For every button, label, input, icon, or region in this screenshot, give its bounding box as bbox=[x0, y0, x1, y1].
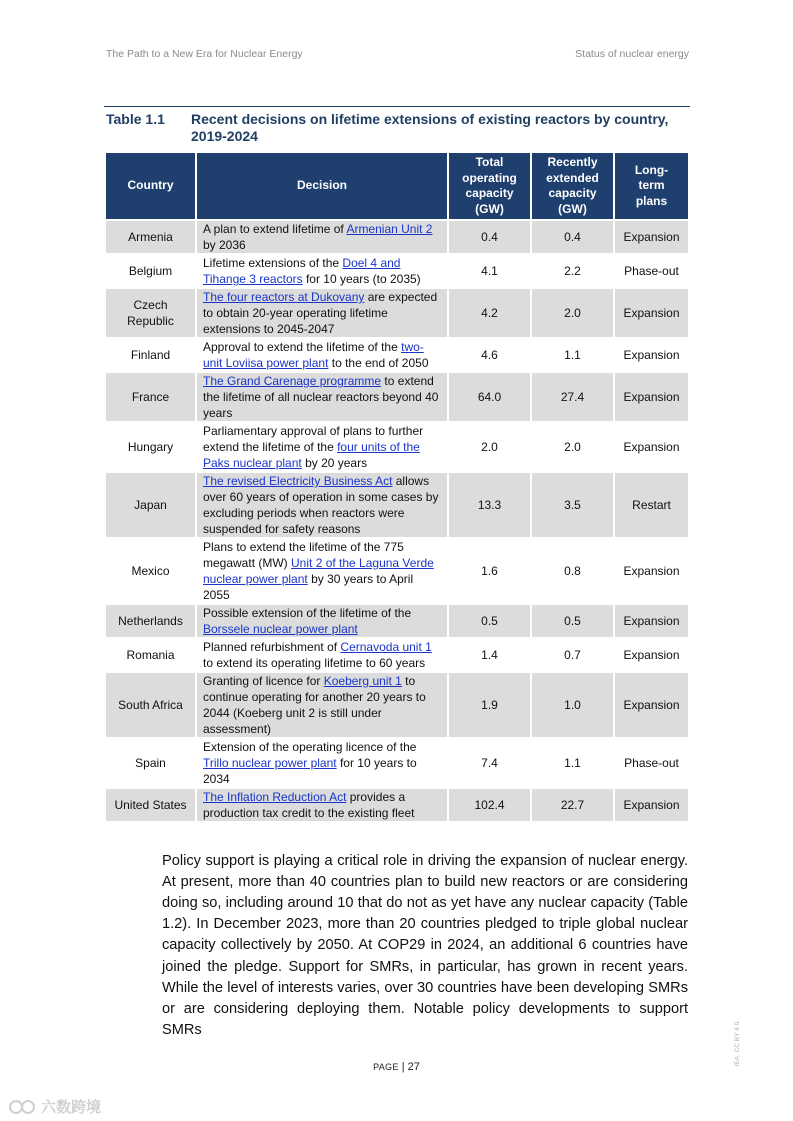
table-row bbox=[106, 421, 688, 471]
decision-cell: Parliamentary approval of plans to further extend the lifetime of the four units of the Paks nuclear plant by 20 years bbox=[197, 421, 449, 471]
decision-cell: Extension of the operating licence of the Trillo nuclear power plant for 10 years to 2034 bbox=[197, 737, 449, 787]
extended-capacity-cell: 2.2 bbox=[532, 253, 615, 287]
extended-capacity-cell: 0.8 bbox=[532, 537, 615, 603]
extended-capacity-cell: 22.7 bbox=[532, 787, 615, 821]
total-capacity-cell: 4.6 bbox=[449, 337, 532, 371]
decision-link[interactable]: The Inflation Reduction Act bbox=[203, 790, 347, 804]
running-header-title: The Path to a New Era for Nuclear Energy bbox=[106, 48, 303, 60]
body-paragraph: Policy support is playing a critical role in driving the expansion of nuclear energy. At present, more than 40 countries plan to build new reactors or are considering doing so, including around 10 that do not as yet have any nuclear capacity (Table 1.2). In December 2023, more than 20 countries pledged to triple global nuclear capacity collectively by 2050. At COP29 in 2024, an additional 6 countries have joined the pledge. Support for SMRs, in particular, has grown in recent years. While the level of interests varies, over 30 countries have been developing SMRs or are considering deploying them. Notable policy developments to support SMRs bbox=[162, 852, 688, 1039]
decision-link[interactable]: Cernavoda unit 1 bbox=[340, 640, 432, 654]
header-total-capacity: Total operating capacity (GW) bbox=[449, 153, 532, 219]
decision-link[interactable]: Trillo nuclear power plant bbox=[203, 756, 337, 770]
decision-cell: The revised Electricity Business Act allows over 60 years of operation in some cases by excluding periods when reactors were suspended for safety reasons bbox=[197, 471, 449, 537]
table-row bbox=[106, 537, 688, 603]
country-cell: Japan bbox=[106, 471, 197, 537]
country-cell: Spain bbox=[106, 737, 197, 787]
total-capacity-cell: 1.4 bbox=[449, 637, 532, 671]
country-cell: Hungary bbox=[106, 421, 197, 471]
decision-cell: Granting of licence for Koeberg unit 1 to continue operating for another 20 years to 2044 (Koeberg unit 2 is still under assessment) bbox=[197, 671, 449, 737]
decision-cell: Lifetime extensions of the Doel 4 and Tihange 3 reactors for 10 years (to 2035) bbox=[197, 253, 449, 287]
table-title: Recent decisions on lifetime extensions of existing reactors by country, 2019-2024 bbox=[191, 111, 669, 144]
decision-link[interactable]: Borssele nuclear power plant bbox=[203, 622, 358, 636]
total-capacity-cell: 4.1 bbox=[449, 253, 532, 287]
total-capacity-cell: 0.5 bbox=[449, 603, 532, 637]
table-row bbox=[106, 603, 688, 637]
decision-cell: The four reactors at Dukovany are expected to obtain 20-year operating lifetime extensions to 2045-2047 bbox=[197, 287, 449, 337]
table-row bbox=[106, 787, 688, 821]
country-cell: Czech Republic bbox=[106, 287, 197, 337]
country-cell: Armenia bbox=[106, 219, 197, 253]
watermark-text: 六数跨境 bbox=[41, 1099, 102, 1116]
plan-cell: Expansion bbox=[615, 371, 688, 421]
decision-cell: The Grand Carenage programme to extend the lifetime of all nuclear reactors beyond 40 years bbox=[197, 371, 449, 421]
total-capacity-cell: 4.2 bbox=[449, 287, 532, 337]
country-cell: Finland bbox=[106, 337, 197, 371]
table-row bbox=[106, 253, 688, 287]
plan-cell: Expansion bbox=[615, 603, 688, 637]
plan-cell: Expansion bbox=[615, 421, 688, 471]
page-label: PAGE bbox=[373, 1062, 399, 1072]
lifetime-extensions-table bbox=[106, 153, 688, 821]
extended-capacity-cell: 1.1 bbox=[532, 337, 615, 371]
decision-link[interactable]: two-unit Loviisa power plant bbox=[203, 340, 424, 370]
plan-cell: Expansion bbox=[615, 219, 688, 253]
total-capacity-cell: 64.0 bbox=[449, 371, 532, 421]
plan-cell: Expansion bbox=[615, 537, 688, 603]
watermark-logo-icon bbox=[8, 1097, 38, 1117]
header-long-term-plans: Long- term plans bbox=[615, 153, 688, 219]
extended-capacity-cell: 0.4 bbox=[532, 219, 615, 253]
extended-capacity-cell: 3.5 bbox=[532, 471, 615, 537]
table-number: Table 1.1 bbox=[106, 111, 165, 127]
plan-cell: Phase-out bbox=[615, 737, 688, 787]
country-cell: Romania bbox=[106, 637, 197, 671]
total-capacity-cell: 1.6 bbox=[449, 537, 532, 603]
extended-capacity-cell: 1.1 bbox=[532, 737, 615, 787]
extended-capacity-cell: 2.0 bbox=[532, 287, 615, 337]
extended-capacity-cell: 0.7 bbox=[532, 637, 615, 671]
decision-link[interactable]: four units of the Paks nuclear plant bbox=[203, 440, 420, 470]
decision-link[interactable]: The Grand Carenage programme bbox=[203, 374, 382, 388]
decision-cell: The Inflation Reduction Act provides a production tax credit to the existing fleet bbox=[197, 787, 449, 821]
total-capacity-cell: 1.9 bbox=[449, 671, 532, 737]
header-country: Country bbox=[106, 153, 197, 219]
extended-capacity-cell: 0.5 bbox=[532, 603, 615, 637]
table-header-row bbox=[106, 153, 688, 219]
decision-link[interactable]: Armenian Unit 2 bbox=[346, 222, 433, 236]
table-row bbox=[106, 737, 688, 787]
table-top-rule bbox=[104, 106, 690, 107]
decision-cell: Plans to extend the lifetime of the 775 megawatt (MW) Unit 2 of the Laguna Verde nuclear power plant by 30 years to April 2055 bbox=[197, 537, 449, 603]
table-row bbox=[106, 671, 688, 737]
extended-capacity-cell: 1.0 bbox=[532, 671, 615, 737]
decision-cell: A plan to extend lifetime of Armenian Unit 2 by 2036 bbox=[197, 219, 449, 253]
country-cell: United States bbox=[106, 787, 197, 821]
country-cell: Belgium bbox=[106, 253, 197, 287]
decision-cell: Approval to extend the lifetime of the two-unit Loviisa power plant to the end of 2050 bbox=[197, 337, 449, 371]
decision-link[interactable]: The revised Electricity Business Act bbox=[203, 474, 393, 488]
total-capacity-cell: 2.0 bbox=[449, 421, 532, 471]
license-note: IEA. CC BY 4.0. bbox=[734, 1020, 741, 1067]
decision-cell: Possible extension of the lifetime of the Borssele nuclear power plant bbox=[197, 603, 449, 637]
plan-cell: Expansion bbox=[615, 637, 688, 671]
total-capacity-cell: 7.4 bbox=[449, 737, 532, 787]
extended-capacity-cell: 27.4 bbox=[532, 371, 615, 421]
plan-cell: Restart bbox=[615, 471, 688, 537]
total-capacity-cell: 102.4 bbox=[449, 787, 532, 821]
decision-link[interactable]: Unit 2 of the Laguna Verde nuclear power plant bbox=[203, 556, 434, 586]
decision-cell: Planned refurbishment of Cernavoda unit 1 to extend its operating lifetime to 60 years bbox=[197, 637, 449, 671]
total-capacity-cell: 0.4 bbox=[449, 219, 532, 253]
running-header-section: Status of nuclear energy bbox=[575, 48, 689, 60]
page-separator: | bbox=[401, 1061, 405, 1073]
decision-link[interactable]: Koeberg unit 1 bbox=[323, 674, 402, 688]
table-row bbox=[106, 287, 688, 337]
decision-link[interactable]: Doel 4 and Tihange 3 reactors bbox=[203, 256, 401, 286]
extended-capacity-cell: 2.0 bbox=[532, 421, 615, 471]
country-cell: Mexico bbox=[106, 537, 197, 603]
watermark bbox=[8, 1096, 101, 1117]
total-capacity-cell: 13.3 bbox=[449, 471, 532, 537]
plan-cell: Expansion bbox=[615, 671, 688, 737]
table-row bbox=[106, 371, 688, 421]
header-extended-capacity: Recently extended capacity (GW) bbox=[532, 153, 615, 219]
plan-cell: Phase-out bbox=[615, 253, 688, 287]
country-cell: France bbox=[106, 371, 197, 421]
plan-cell: Expansion bbox=[615, 787, 688, 821]
table-row bbox=[106, 219, 688, 253]
plan-cell: Expansion bbox=[615, 337, 688, 371]
table-row bbox=[106, 637, 688, 671]
page-number bbox=[0, 1061, 793, 1073]
page-number-value: 27 bbox=[407, 1061, 420, 1073]
table-row bbox=[106, 471, 688, 537]
table-row bbox=[106, 337, 688, 371]
country-cell: Netherlands bbox=[106, 603, 197, 637]
decision-link[interactable]: The four reactors at Dukovany bbox=[203, 290, 365, 304]
country-cell: South Africa bbox=[106, 671, 197, 737]
plan-cell: Expansion bbox=[615, 287, 688, 337]
header-decision: Decision bbox=[197, 153, 449, 219]
